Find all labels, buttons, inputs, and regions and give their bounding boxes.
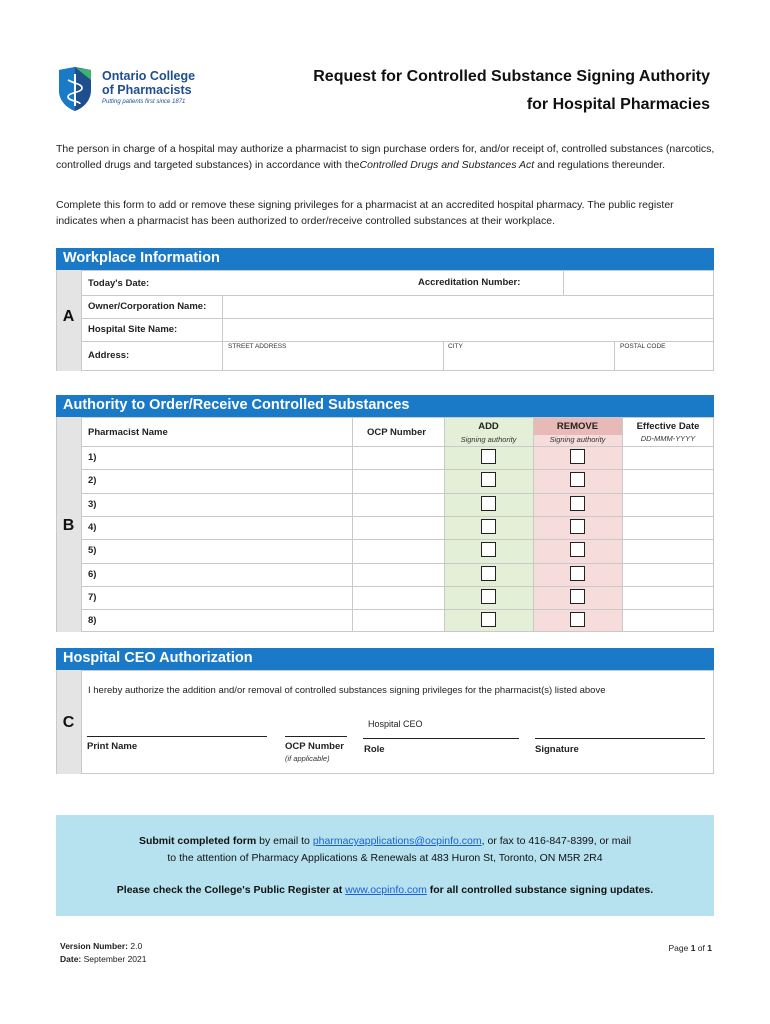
remove-signing-authority-checkbox[interactable] (570, 496, 585, 511)
ocp-number-field[interactable] (285, 723, 347, 737)
ocp-number-input[interactable] (354, 470, 442, 491)
postal-code-caption: POSTAL CODE (620, 343, 666, 350)
row-number: 3) (88, 499, 97, 510)
effective-date-input[interactable] (624, 447, 712, 468)
row-number: 4) (88, 522, 97, 533)
signature-field[interactable] (535, 729, 705, 739)
row-number: 7) (88, 592, 97, 603)
effective-date-input[interactable] (624, 610, 712, 631)
pharmacist-name-input[interactable] (106, 494, 350, 515)
remove-signing-authority-checkbox[interactable] (570, 542, 585, 557)
pharmacist-name-input[interactable] (106, 517, 350, 538)
add-signing-authority-checkbox[interactable] (481, 566, 496, 581)
section-b-header: Authority to Order/Receive Controlled Substances (56, 395, 714, 417)
logo-name-line1: Ontario College (102, 69, 196, 83)
row-number: 2) (88, 475, 97, 486)
pharmacist-name-input[interactable] (106, 470, 350, 491)
pharmacist-name-input[interactable] (106, 610, 350, 631)
version-date: Date: September 2021 (60, 954, 147, 964)
owner-corporation-input[interactable] (223, 296, 713, 318)
effective-date-input[interactable] (624, 587, 712, 608)
city-caption: CITY (448, 343, 463, 350)
remove-signing-authority-checkbox[interactable] (570, 449, 585, 464)
hospital-site-input[interactable] (223, 319, 713, 341)
submit-line-1: Submit completed form by email to pharmacyapplications@ocpinfo.com, or fax to 416-847-8399, or mail (138, 835, 632, 847)
remove-signing-authority-checkbox[interactable] (570, 589, 585, 604)
authorization-statement: I hereby authorize the addition and/or removal of controlled substances signing privileges for the pharmacist(s) listed above (88, 685, 606, 696)
submit-instructions-box (56, 815, 714, 916)
add-signing-authority-checkbox[interactable] (481, 612, 496, 627)
row-number: 5) (88, 545, 97, 556)
ocp-logo (56, 66, 206, 114)
add-signing-authority-checkbox[interactable] (481, 472, 496, 487)
role-field[interactable] (363, 729, 519, 739)
section-b-letter: B (62, 517, 75, 534)
role-value: Hospital CEO (368, 719, 423, 729)
col-header-ocp-number: OCP Number (367, 427, 426, 438)
add-signing-authority-checkbox[interactable] (481, 589, 496, 604)
section-a-letter: A (62, 308, 75, 325)
row-number: 1) (88, 452, 97, 463)
intro-paragraph-1: The person in charge of a hospital may authorize a pharmacist to sign purchase orders for, and/or receipt of, controlled substances (narcotics, controlled drugs and targeted substances) in accordance with theControlled Drugs and Substances Act and regulations thereunder. (56, 143, 715, 171)
effective-date-input[interactable] (624, 540, 712, 561)
hospital-site-label: Hospital Site Name: (88, 324, 178, 335)
street-address-caption: STREET ADDRESS (228, 343, 287, 350)
todays-date-label: Today's Date: (88, 278, 150, 289)
col-header-date-format: DD-MMM-YYYY (640, 434, 696, 443)
pharmacist-name-input[interactable] (106, 587, 350, 608)
address-label: Address: (88, 350, 130, 361)
form-title-line2: for Hospital Pharmacies (526, 96, 710, 113)
page-number: Page 1 of 1 (668, 943, 712, 953)
form-title-line1: Request for Controlled Substance Signing Authority (313, 68, 710, 85)
if-applicable-note: (if applicable) (285, 754, 330, 763)
street-address-input[interactable] (223, 342, 443, 370)
ocp-number-input[interactable] (354, 587, 442, 608)
add-signing-authority-checkbox[interactable] (481, 449, 496, 464)
pharmacist-name-input[interactable] (106, 564, 350, 585)
remove-signing-authority-checkbox[interactable] (570, 612, 585, 627)
ocp-number-input[interactable] (354, 610, 442, 631)
col-header-add: ADD (478, 421, 499, 432)
version-number: Version Number: 2.0 (60, 941, 143, 951)
print-name-field[interactable] (87, 723, 267, 737)
col-header-pharmacist-name: Pharmacist Name (88, 427, 168, 438)
logo-name-line2: of Pharmacists (102, 83, 192, 97)
add-signing-authority-checkbox[interactable] (481, 519, 496, 534)
todays-date-input[interactable] (225, 271, 410, 294)
col-header-remove: REMOVE (556, 421, 599, 432)
role-label: Role (364, 744, 385, 755)
signature-label: Signature (535, 744, 579, 755)
public-register-note: Please check the College's Public Register at www.ocpinfo.com for all controlled substance signing updates. (116, 884, 654, 896)
ocp-number-input[interactable] (354, 447, 442, 468)
email-link[interactable]: pharmacyapplications@ocpinfo.com (312, 835, 482, 847)
remove-signing-authority-checkbox[interactable] (570, 472, 585, 487)
print-name-label: Print Name (87, 741, 138, 752)
ocp-number-input[interactable] (354, 517, 442, 538)
effective-date-input[interactable] (624, 470, 712, 491)
add-signing-authority-checkbox[interactable] (481, 542, 496, 557)
ocp-number-input[interactable] (354, 494, 442, 515)
effective-date-input[interactable] (624, 494, 712, 515)
col-header-add-sub: Signing authority (460, 435, 517, 444)
owner-corporation-label: Owner/Corporation Name: (88, 301, 207, 312)
row-number: 6) (88, 569, 97, 580)
ocp-number-label: OCP Number (285, 741, 344, 752)
remove-signing-authority-checkbox[interactable] (570, 566, 585, 581)
section-a-header: Workplace Information (56, 248, 714, 270)
accreditation-number-label: Accreditation Number: (418, 277, 521, 288)
pharmacist-name-input[interactable] (106, 447, 350, 468)
section-c-header: Hospital CEO Authorization (56, 648, 714, 670)
effective-date-input[interactable] (624, 517, 712, 538)
add-signing-authority-checkbox[interactable] (481, 496, 496, 511)
city-input[interactable] (444, 342, 614, 370)
row-number: 8) (88, 615, 97, 626)
accreditation-number-input[interactable] (564, 271, 713, 294)
shield-caduceus-icon (56, 66, 94, 112)
ocp-number-input[interactable] (354, 564, 442, 585)
section-c-letter: C (62, 714, 75, 731)
ocp-number-input[interactable] (354, 540, 442, 561)
postal-code-input[interactable] (615, 342, 713, 370)
website-link[interactable]: www.ocpinfo.com (345, 884, 427, 896)
remove-signing-authority-checkbox[interactable] (570, 519, 585, 534)
intro-paragraph-2: Complete this form to add or remove these signing privileges for a pharmacist at an accredited hospital pharmacy. The public register indicates when a pharmacist has been authorized to order/receive controlled substances at their workplace. (56, 199, 674, 227)
col-header-effective-date: Effective Date (636, 421, 700, 432)
logo-tagline: Putting patients first since 1871 (102, 99, 186, 105)
col-header-remove-sub: Signing authority (549, 435, 606, 444)
effective-date-input[interactable] (624, 564, 712, 585)
submit-line-2: to the attention of Pharmacy Applications & Renewals at 483 Huron St, Toronto, ON M5R 2R4 (167, 852, 603, 864)
pharmacist-name-input[interactable] (106, 540, 350, 561)
